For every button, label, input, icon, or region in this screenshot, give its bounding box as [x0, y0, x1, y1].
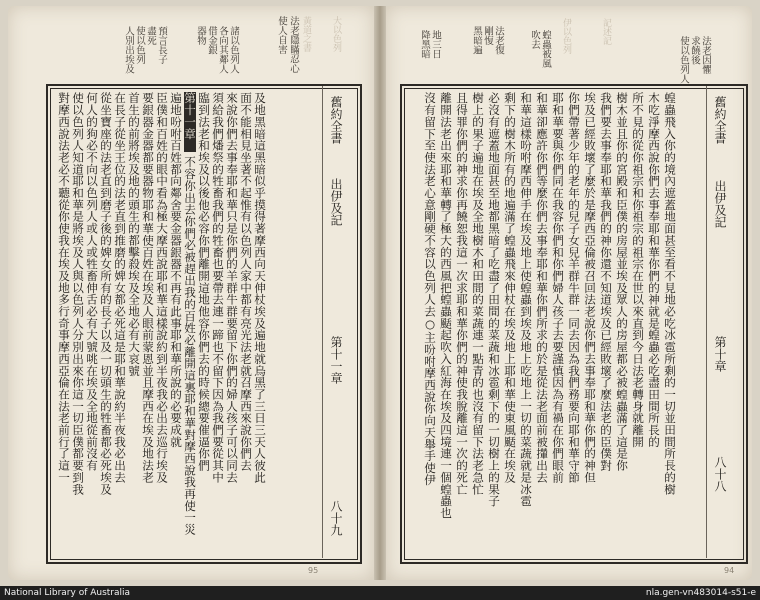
text-column: 臨到法老和埃及以後他必容你們離開這地他容你們去的時候總要催逼你們: [197, 92, 211, 472]
margin-note: 法老隱瞞忍心: [288, 16, 299, 73]
text-column: 你們帶著少年的老年的兒子女兒羊群牛群一同去因為我們務要向耶和華守節: [567, 92, 581, 484]
text-column: 剩下的樹木所有的地遍滿了蝗蟲飛來伸杖在埃及地上耶和華使東風颳在埃及: [503, 92, 517, 484]
pencil-page-number: 95: [308, 566, 319, 575]
text-column: 使以色列人知道耶和華是將埃及人與以色列人分別出來你這一切臣僕都要到我: [71, 92, 85, 495]
text-column: 離開法老出來耶和華轉了極大的西風把蝗蟲颳起吹入紅海在埃及四境連一個蝗蟲也: [439, 92, 453, 519]
running-title: 舊約全書: [329, 96, 343, 144]
pencil-page-number: 94: [724, 566, 735, 575]
column-rule: [706, 86, 707, 558]
margin-note: 降黑暗: [419, 30, 430, 59]
margin-note: 諸以色列人: [228, 26, 239, 74]
margin-note: 使以色列人: [678, 36, 689, 84]
book-gutter: [374, 6, 386, 580]
text-column: 來說你們去事奉耶和華只是你們的羊群牛群要留下你們的婦人孩子可以同去: [225, 92, 239, 484]
margin-note: 吹去: [529, 30, 540, 49]
bleed-through-text: 記述記: [601, 18, 611, 45]
text-column: 須給我們燔祭的牲畜我們的牲畜也要帶去連一蹄也不留下因為我們要從其中: [211, 92, 225, 484]
margin-note: 器物: [195, 26, 206, 45]
running-title: 舊約全書: [713, 96, 727, 144]
margin-note: 地三日: [430, 30, 441, 59]
text-column: 樹木並且你的宮殿和臣僕的房屋並埃及眾人的房屋都必被蝗蟲滿了這是你: [615, 92, 629, 472]
margin-note: 求饒後: [689, 36, 700, 65]
margin-note: 盡死: [145, 26, 156, 45]
footer-identifier: nla.gen-vn483014-s51-e: [645, 588, 756, 598]
margin-note: 預言長子: [156, 26, 167, 64]
book-title: 出伊及記: [713, 180, 727, 228]
margin-note: 人別出埃及: [123, 26, 134, 74]
chapter-label: 第十章: [713, 336, 727, 372]
text-column: 且得罪你們的神求你再饒恕我這一次求耶和華你們的神使我脫離這一次的死亡: [455, 92, 469, 495]
margin-note: 使以色列: [134, 26, 145, 64]
text-column: 在長子從坐王位的法老直到推磨的婢女都必死這是耶和華說約半夜我必出去: [113, 92, 127, 484]
text-column: 沒有留下至使法老心意剛硬不容以色列人去○主吩咐摩西說你向天舉手使伊: [423, 92, 437, 486]
text-column: 對摩西說法老必不聽從你使我在埃及地多行奇事摩西亞倫在法老前行了這一: [57, 92, 71, 484]
footer-credit: National Library of Australia: [4, 588, 131, 598]
margin-note: 使人自害: [276, 16, 287, 54]
margin-note: 剛愎: [482, 26, 493, 45]
text-column: 木吃淨摩西說你們去事奉耶和華你們的神就是蝗蟲必吃盡田間所長的: [647, 92, 661, 448]
text-column: 面不能相見坐著不起惟有以色列人家中都有亮光法老就召摩西來說你們去: [239, 92, 253, 472]
column-rule: [322, 86, 323, 558]
text-column: 和華卻應許你們等麼你們去事奉耶和華你們所求的於是從法老面前被攆出去: [535, 92, 549, 484]
book-title: 出伊及記: [329, 178, 343, 226]
text-column: 所不見的從你祖宗和你祖宗的祖宗在世以來直到今日法老轉身就離開: [631, 92, 645, 448]
text-column: 必沒有遮蓋地面甚至地都黑暗了吃盡了田間的菜蔬和冰雹剩下的一切樹上的果子: [487, 92, 501, 507]
chapter-label: 第十一章: [329, 336, 343, 384]
text-column: 從坐寶座的法老直到磨子後的婢女所有的長子以及一切頭生的牲畜都必死埃及: [99, 92, 113, 495]
margin-note: 法老因懼: [700, 36, 711, 74]
text-column: 蝗蟲飛入你的境內遮蓋地面甚至看不見地必吃冰雹所剩的一切並田間所長的樹: [663, 92, 677, 495]
margin-note: 法老復: [493, 26, 504, 55]
folio: 八十九: [329, 500, 343, 536]
margin-note: 黑暗遍: [471, 26, 482, 55]
text-column: 遍地吩咐百姓都向鄰舍要金器銀器不再有此事耶和華所說的必要成就: [169, 92, 183, 448]
chapter-marker: 第十一章: [184, 92, 196, 152]
text-column: 臣僕和百姓的眼中看為極大摩西說耶和華這樣說約到半夜我必出去巡行埃及: [155, 92, 169, 484]
text-column: 樹上的果子遍地在埃及全地樹木和田間的菜蔬連一點青的也沒有留下法老急忙: [471, 92, 485, 495]
text-column: 耶和華要與你們同在我容你們和你們婦人孩子去要謹慎因為有禍在你們眼前: [551, 92, 565, 484]
text-column: 及地黑暗這黑暗似乎摸得著摩西向天伸杖埃及遍地就烏黑了三日三天人彼此: [253, 92, 267, 484]
text-column: 我們要去事奉耶和華我們的神你還不知道埃及已經敗壞了麼法老的臣僕對: [599, 92, 613, 472]
bleed-through-text: 大以色列: [331, 16, 341, 52]
margin-note: 借金銀: [206, 26, 217, 55]
folio: 八十八: [713, 456, 727, 492]
text-column: 不容你出去你們必被趕出我的百姓必離開這裏耶和華對摩西說我再使一災: [183, 156, 197, 536]
footer-bar: [0, 586, 760, 600]
text-column: 首生的前將埃及地的頭生的都擊殺埃及全地必有大哀號: [127, 92, 141, 377]
margin-note: 各向其鄰人: [217, 26, 228, 74]
bleed-through-text: 伊以色列: [561, 18, 571, 54]
margin-note: 蝗蟲被風: [540, 30, 551, 68]
text-column: 和華這樣吩咐摩西伸手在埃及地上使蝗蟲到埃及地上吃地上一切的菜蔬就是冰雹: [519, 92, 533, 507]
text-column: 要銀器金器都要器物耶和華使百姓在埃及人眼前蒙恩並且摩西在埃及地法老: [141, 92, 155, 484]
text-column: 埃及已經敗壞了麼於是摩西亞倫被召回法老說你們去事奉耶和華你們的神但: [583, 92, 597, 484]
text-column: 何人的狗必不向以色列人或人或牲畜伸舌必有大號咷在埃及全地從前沒有: [85, 92, 99, 472]
bleed-through-text: 黃道之書: [301, 16, 311, 52]
